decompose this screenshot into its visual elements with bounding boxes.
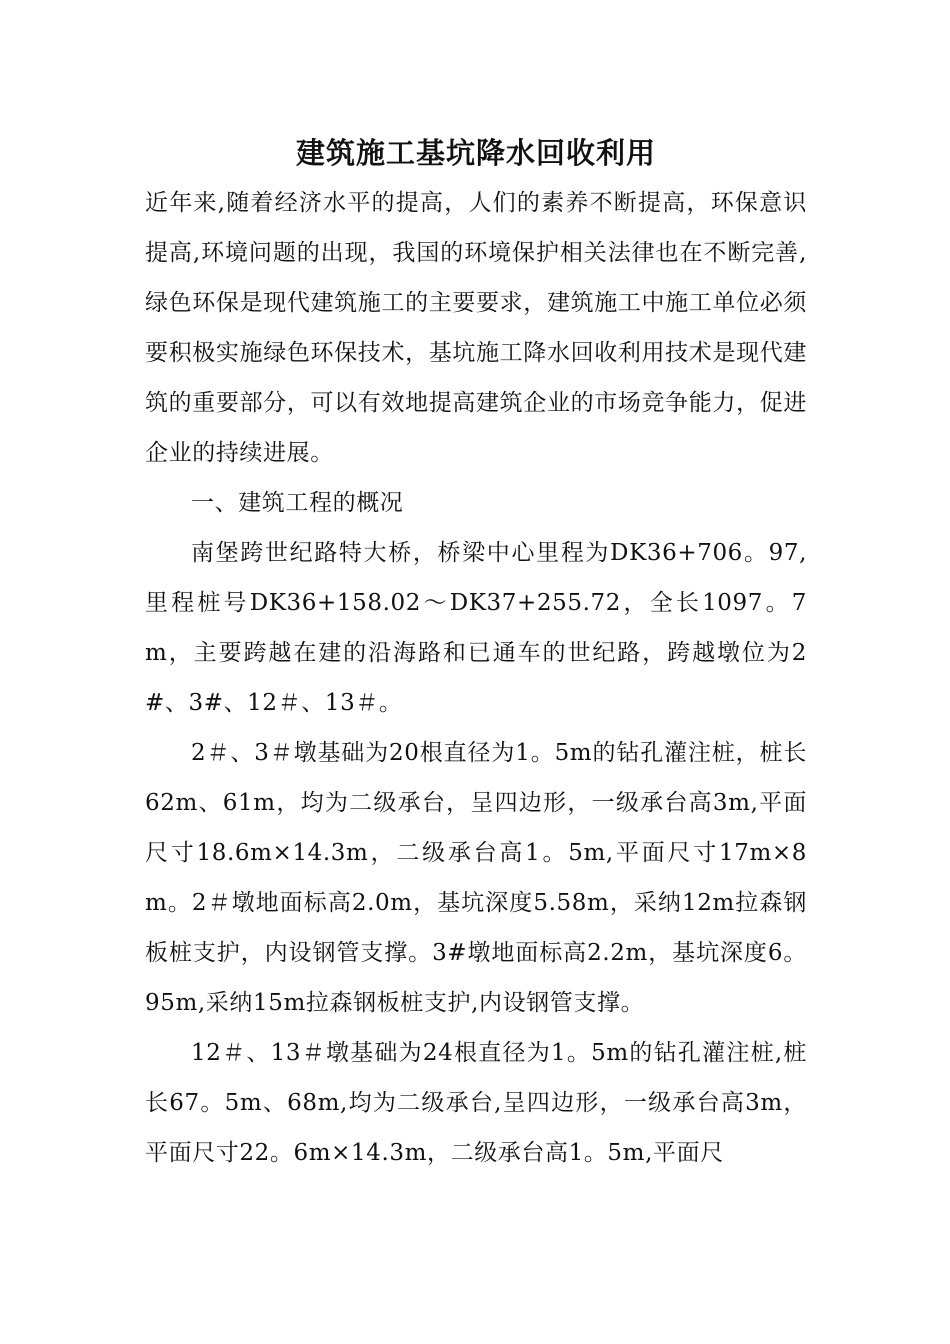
document-title: 建筑施工基坑降水回收利用 — [295, 136, 656, 170]
paragraph-pier-2-3: 2＃、3＃墩基础为20根直径为1。5m的钻孔灌注桩，桩长62m、61m，均为二级承台，呈四边形，一级承台高3m,平面尺寸18.6m×14.3m，二级承台高1。5m,平面尺寸17m×8m。2＃墩地面标高2.0m，基坑深度5.58m，采纳12m拉森钢板桩支护，内设钢管支撑。3#墩地面标高2.2m，基坑深度6。95m,采纳15m拉森钢板桩支护,内设钢管支撑。 — [145, 740, 807, 1016]
paragraph-pier-12-13: 12＃、13＃墩基础为24根直径为1。5m的钻孔灌注桩,桩长67。5m、68m,均为二级承台,呈四边形，一级承台高3m，平面尺寸22。6m×14.3m，二级承台高1。5m,平面尺 — [145, 1040, 807, 1166]
paragraph-intro: 近年来,随着经济水平的提高，人们的素养不断提高，环保意识提高,环境问题的出现，我国的环境保护相关法律也在不断完善,绿色环保是现代建筑施工的主要要求，建筑施工中施工单位必须要积极实施绿色环保技术，基坑施工降水回收利用技术是现代建筑的重要部分，可以有效地提高建筑企业的市场竞争能力，促进企业的持续进展。 — [145, 190, 807, 466]
section-heading-overview: 一、建筑工程的概况 — [191, 490, 404, 516]
paragraph-bridge-overview: 南堡跨世纪路特大桥，桥梁中心里程为DK36+706。97,里程桩号DK36+158.02～DK37+255.72，全长1097。7m，主要跨越在建的沿海路和已通车的世纪路，跨越墩位为2#、3#、12＃、13＃。 — [145, 540, 807, 716]
